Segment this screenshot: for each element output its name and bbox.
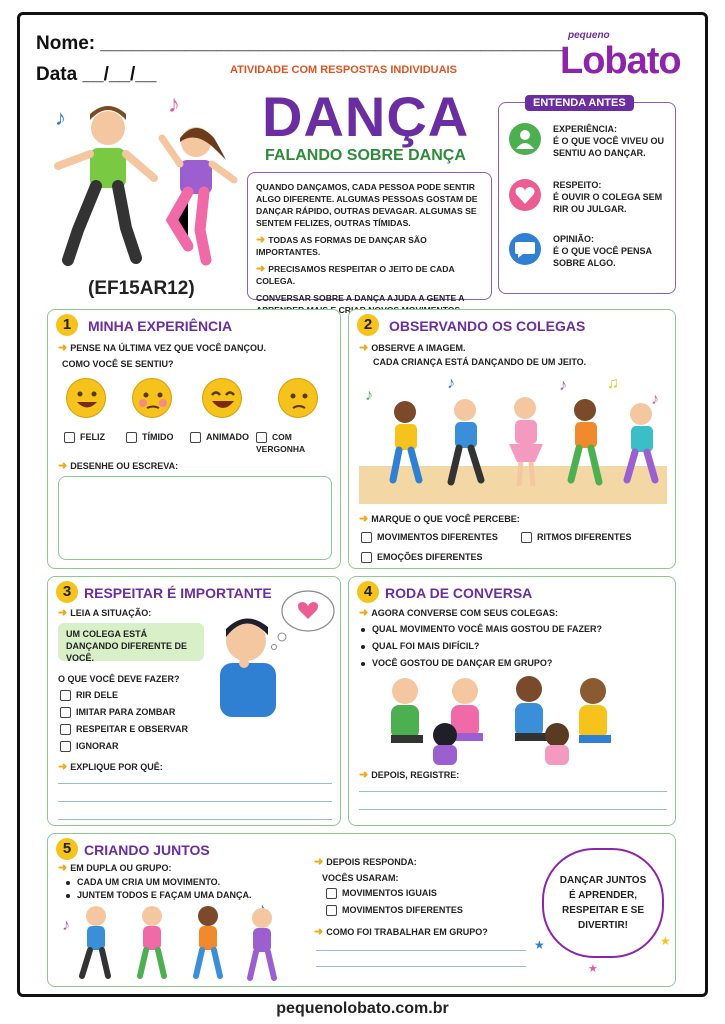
answer-line[interactable] (58, 819, 332, 820)
section-4-title: RODA DE CONVERSA (385, 585, 533, 601)
star-icon: ★ (588, 963, 598, 975)
happy-emoji-icon (66, 378, 106, 418)
section-5-title: CRIANDO JUNTOS (84, 842, 210, 858)
section-4-panel (348, 576, 676, 826)
section-3-question: ➜ LEIA A SITUAÇÃO: (58, 607, 152, 619)
svg-text:♪: ♪ (365, 387, 373, 404)
shy-emoji-icon (132, 378, 172, 418)
section-5-how-label: ➜ COMO FOI TRABALHAR EM GRUPO? (314, 926, 488, 938)
answer-line[interactable] (359, 791, 667, 792)
intro-paragraph-1: QUANDO DANÇAMOS, CADA PESSOA PODE SENTIR ALGO DIFERENTE. ALGUMAS PESSOAS GOSTAM DE DANÇAR RÁPIDO, OUTRAS DEVAGAR. ALGUMAS SE SENTEM FELIZES, OUTRAS TÍMIDAS. (256, 182, 478, 228)
star-icon: ★ (660, 934, 671, 948)
conversation-circle-illustration (379, 669, 639, 765)
section-3-number: 3 (56, 581, 78, 603)
option-movimentos-iguais[interactable]: MOVIMENTOS IGUAIS (326, 887, 437, 899)
section-4-bullet-2: QUAL FOI MAIS DIFÍCIL? (361, 640, 479, 652)
glossary-term-experience: EXPERIÊNCIA: É O QUE VOCÊ VIVEU OU SENTIU AO DANÇAR. (553, 124, 665, 158)
checkbox[interactable] (64, 432, 75, 443)
option-com-vergonha[interactable]: COM VERGONHA (256, 432, 306, 455)
svg-text:♪: ♪ (55, 105, 66, 130)
section-1-number: 1 (56, 314, 78, 336)
svg-text:♪: ♪ (559, 377, 567, 394)
svg-text:♪: ♪ (62, 917, 70, 934)
page-title: DANÇA (262, 85, 470, 148)
section-5-answer-label: ➜ DEPOIS RESPONDA: (314, 856, 417, 868)
option-rir-dele[interactable]: RIR DELE (60, 689, 118, 701)
situation-box: UM COLEGA ESTÁ DANÇANDO DIFERENTE DE VOCÊ. (58, 623, 204, 661)
section-5-used-label: VOCÊS USARAM: (322, 873, 399, 883)
checkbox[interactable] (326, 888, 337, 899)
excited-emoji-icon (202, 378, 242, 418)
option-ritmos-diferentes[interactable]: RITMOS DIFERENTES (521, 531, 632, 543)
star-icon: ★ (534, 938, 545, 952)
section-4-bullet-3: VOCÊ GOSTOU DE DANÇAR EM GRUPO? (361, 657, 552, 669)
speech-bubble-icon (509, 233, 541, 265)
checkbox[interactable] (361, 552, 372, 563)
section-3-question-2: O QUE VOCÊ DEVE FAZER? (58, 674, 180, 684)
section-1-question: ➜ PENSE NA ÚLTIMA VEZ QUE VOCÊ DANÇOU. (58, 342, 266, 354)
section-2-panel (348, 309, 676, 569)
answer-line[interactable] (359, 809, 667, 810)
section-3-title: RESPEITAR É IMPORTANTE (84, 585, 272, 601)
section-2-mark-label: ➜ MARQUE O QUE VOCÊ PERCEBE: (359, 513, 520, 525)
section-4-number: 4 (357, 581, 379, 603)
drawing-area[interactable] (58, 476, 332, 560)
svg-text:♫: ♫ (607, 375, 619, 392)
intro-bullet-2: ➜ PRECISAMOS RESPEITAR O JEITO DE CADA COLEGA. (256, 263, 455, 286)
section-5-bullet-2: JUNTEM TODOS E FAÇAM UMA DANÇA. (66, 889, 252, 901)
intro-box (247, 172, 492, 303)
checkbox[interactable] (521, 532, 532, 543)
svg-text:♪: ♪ (651, 391, 659, 408)
logo: pequeno Lobato (560, 30, 681, 82)
glossary-box (498, 97, 676, 294)
checkbox[interactable] (60, 724, 71, 735)
answer-line[interactable] (316, 950, 526, 951)
name-field-label: Nome: ____________________________________________ (36, 33, 566, 54)
section-3-panel (47, 576, 341, 826)
section-1-question-2: COMO VOCÊ SE SENTIU? (62, 359, 174, 369)
section-4-bullet-1: QUAL MOVIMENTO VOCÊ MAIS GOSTOU DE FAZER? (361, 623, 602, 635)
section-1-title: MINHA EXPERIÊNCIA (88, 318, 233, 334)
checkbox[interactable] (60, 690, 71, 701)
glossary-title: ENTENDA ANTES (525, 95, 634, 111)
option-feliz[interactable]: FELIZ (64, 431, 105, 443)
section-2-title: OBSERVANDO OS COLEGAS (389, 318, 586, 334)
option-emocoes-diferentes[interactable]: EMOÇÕES DIFERENTES (361, 551, 483, 563)
thinking-boy-illustration (208, 589, 338, 719)
checkbox[interactable] (326, 905, 337, 916)
page-subtitle: FALANDO SOBRE DANÇA (265, 147, 466, 164)
intro-bullet-1: ➜ TODAS AS FORMAS DE DANÇAR SÃO IMPORTANTES. (256, 234, 427, 257)
svg-text:♪: ♪ (168, 91, 180, 118)
dancing-group-illustration (359, 370, 667, 506)
intro-paragraph-2: CONVERSAR SOBRE A DANÇA AJUDA A GENTE A (256, 293, 465, 303)
checkbox[interactable] (126, 432, 137, 443)
option-timido[interactable]: TÍMIDO (126, 431, 174, 443)
embarrassed-emoji-icon (278, 378, 318, 418)
section-5-panel (47, 833, 676, 987)
option-respeitar[interactable]: RESPEITAR E OBSERVAR (60, 723, 188, 735)
checkbox[interactable] (190, 432, 201, 443)
option-movimentos-diferentes[interactable]: MOVIMENTOS DIFERENTES (361, 531, 498, 543)
heart-icon (509, 179, 541, 211)
answer-line[interactable] (316, 966, 526, 967)
answer-line[interactable] (58, 801, 332, 802)
skill-code: (EF15AR12) (88, 278, 195, 299)
section-3-explain-label: ➜ EXPLIQUE POR QUÊ: (58, 761, 163, 773)
section-4-register-label: ➜ DEPOIS, REGISTRE: (359, 769, 460, 781)
dancing-kids-illustration (50, 90, 250, 275)
section-5-number: 5 (56, 838, 78, 860)
section-1-panel (47, 309, 341, 569)
glossary-term-opinion: OPINIÃO: É O QUE VOCÊ PENSA SOBRE ALGO. (553, 234, 652, 268)
answer-line[interactable] (58, 783, 332, 784)
section-2-number: 2 (357, 314, 379, 336)
svg-text:♪: ♪ (447, 375, 455, 392)
activity-subtitle: ATIVIDADE COM RESPOSTAS INDIVIDUAIS (230, 64, 457, 76)
option-movimentos-diferentes-5[interactable]: MOVIMENTOS DIFERENTES (326, 904, 463, 916)
checkbox[interactable] (60, 741, 71, 752)
person-icon (509, 123, 541, 155)
section-5-question: ➜ EM DUPLA OU GRUPO: (58, 862, 172, 874)
option-animado[interactable]: ANIMADO (190, 431, 249, 443)
section-1-draw-label: ➜ DESENHE OU ESCREVA: (58, 460, 179, 472)
checkbox[interactable] (256, 432, 267, 443)
section-4-question: ➜ AGORA CONVERSE COM SEUS COLEGAS: (359, 607, 558, 619)
section-2-question-2: CADA CRIANÇA ESTÁ DANÇANDO DE UM JEITO. (373, 357, 587, 367)
section-2-question: ➜ OBSERVE A IMAGEM. (359, 342, 466, 354)
motto-cloud: DANÇAR JUNTOS É APRENDER, RESPEITAR E SE DIVERTIR! (542, 848, 664, 958)
checkbox[interactable] (361, 532, 372, 543)
glossary-term-respect: RESPEITO: É OUVIR O COLEGA SEM RIR OU JULGAR. (553, 180, 663, 214)
footer-url[interactable]: pequenolobato.com.br (276, 1000, 449, 1017)
group-dance-illustration (62, 900, 302, 984)
date-field-label: Data __/__/__ (36, 64, 157, 85)
option-imitar[interactable]: IMITAR PARA ZOMBAR (60, 706, 175, 718)
checkbox[interactable] (60, 707, 71, 718)
option-ignorar[interactable]: IGNORAR (60, 740, 119, 752)
section-5-bullet-1: CADA UM CRIA UM MOVIMENTO. (66, 876, 220, 888)
